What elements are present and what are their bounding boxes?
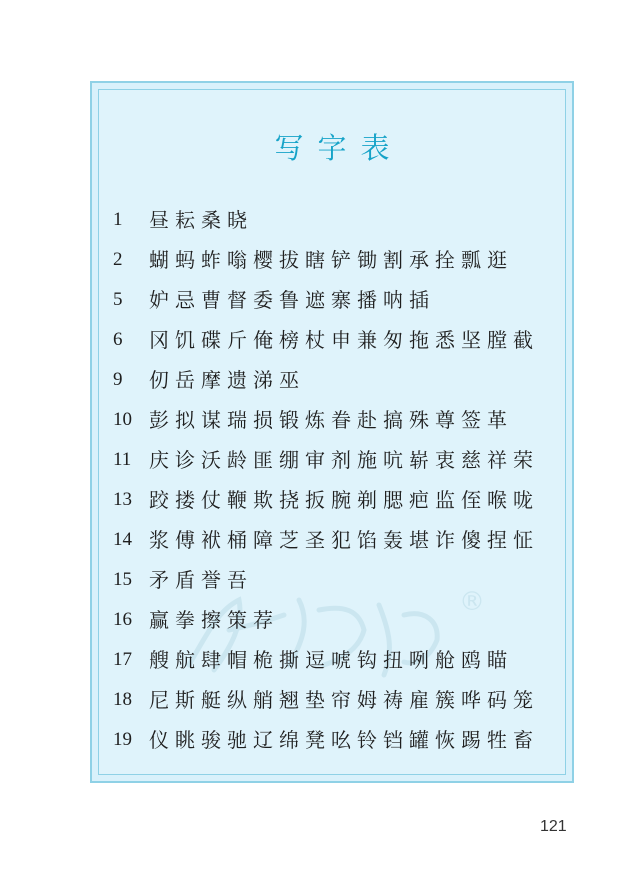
table-frame xyxy=(90,81,574,783)
table-row xyxy=(99,720,565,760)
row-lesson-number: 17 xyxy=(113,649,132,670)
row-characters: 仞岳摩遗涕巫 xyxy=(149,368,305,392)
row-characters: 跤搂仗鞭欺挠扳腕剃腮疤监侄喉咙 xyxy=(149,488,539,512)
table-row xyxy=(99,240,565,280)
row-lesson-number: 9 xyxy=(113,369,123,390)
page-number: 121 xyxy=(540,818,567,835)
table-row xyxy=(99,200,565,240)
row-lesson-number: 14 xyxy=(113,529,132,550)
row-characters: 仪眺骏驰辽绵凳吆铃铛罐恢踢牲畜 xyxy=(149,728,539,752)
row-lesson-number: 11 xyxy=(113,449,132,470)
row-characters: 妒忌曹督委鲁遮寨播呐插 xyxy=(149,288,435,312)
table-row xyxy=(99,400,565,440)
row-characters: 矛盾誉吾 xyxy=(149,568,253,592)
row-characters: 浆傅袱桶障芝圣犯馅轰堪诈傻捏怔 xyxy=(149,528,539,552)
table-row xyxy=(99,680,565,720)
table-row xyxy=(99,480,565,520)
table-row xyxy=(99,560,565,600)
row-characters: 尼斯艇纵艄翘垫帘姆祷雇簇哗码笼 xyxy=(149,688,539,712)
table-row xyxy=(99,440,565,480)
character-table xyxy=(99,200,565,760)
row-lesson-number: 18 xyxy=(113,689,132,710)
registered-mark: ® xyxy=(459,587,485,617)
row-lesson-number: 19 xyxy=(113,729,132,750)
table-inner-frame xyxy=(98,89,566,775)
row-characters: 赢拳擦策荐 xyxy=(149,608,279,632)
row-characters: 庆诊沃龄匪绷审剂施吭崭衷慈祥荣 xyxy=(149,448,539,472)
row-characters: 彭拟谋瑞损锻炼眷赴搞殊尊签革 xyxy=(149,408,513,432)
row-lesson-number: 6 xyxy=(113,329,123,350)
row-lesson-number: 2 xyxy=(113,249,123,270)
table-row xyxy=(99,600,565,640)
row-characters: 蝴蚂蚱嗡樱拔瞎铲锄割承拴瓢逛 xyxy=(149,248,513,272)
row-characters: 艘航肆帽桅撕逗唬钩扭咧舱鸥瞄 xyxy=(149,648,513,672)
row-lesson-number: 1 xyxy=(113,209,123,230)
row-characters: 昼耘桑晓 xyxy=(149,208,253,232)
row-characters: 冈饥碟斤俺榜杖申兼匆拖悉坚膛截 xyxy=(149,328,539,352)
row-lesson-number: 15 xyxy=(113,569,132,590)
table-row xyxy=(99,360,565,400)
row-lesson-number: 16 xyxy=(113,609,132,630)
row-lesson-number: 13 xyxy=(113,489,132,510)
page-title: 写字表 xyxy=(274,131,404,165)
table-row xyxy=(99,640,565,680)
table-row xyxy=(99,320,565,360)
row-lesson-number: 10 xyxy=(113,409,132,430)
table-row xyxy=(99,520,565,560)
row-lesson-number: 5 xyxy=(113,289,123,310)
table-row xyxy=(99,280,565,320)
